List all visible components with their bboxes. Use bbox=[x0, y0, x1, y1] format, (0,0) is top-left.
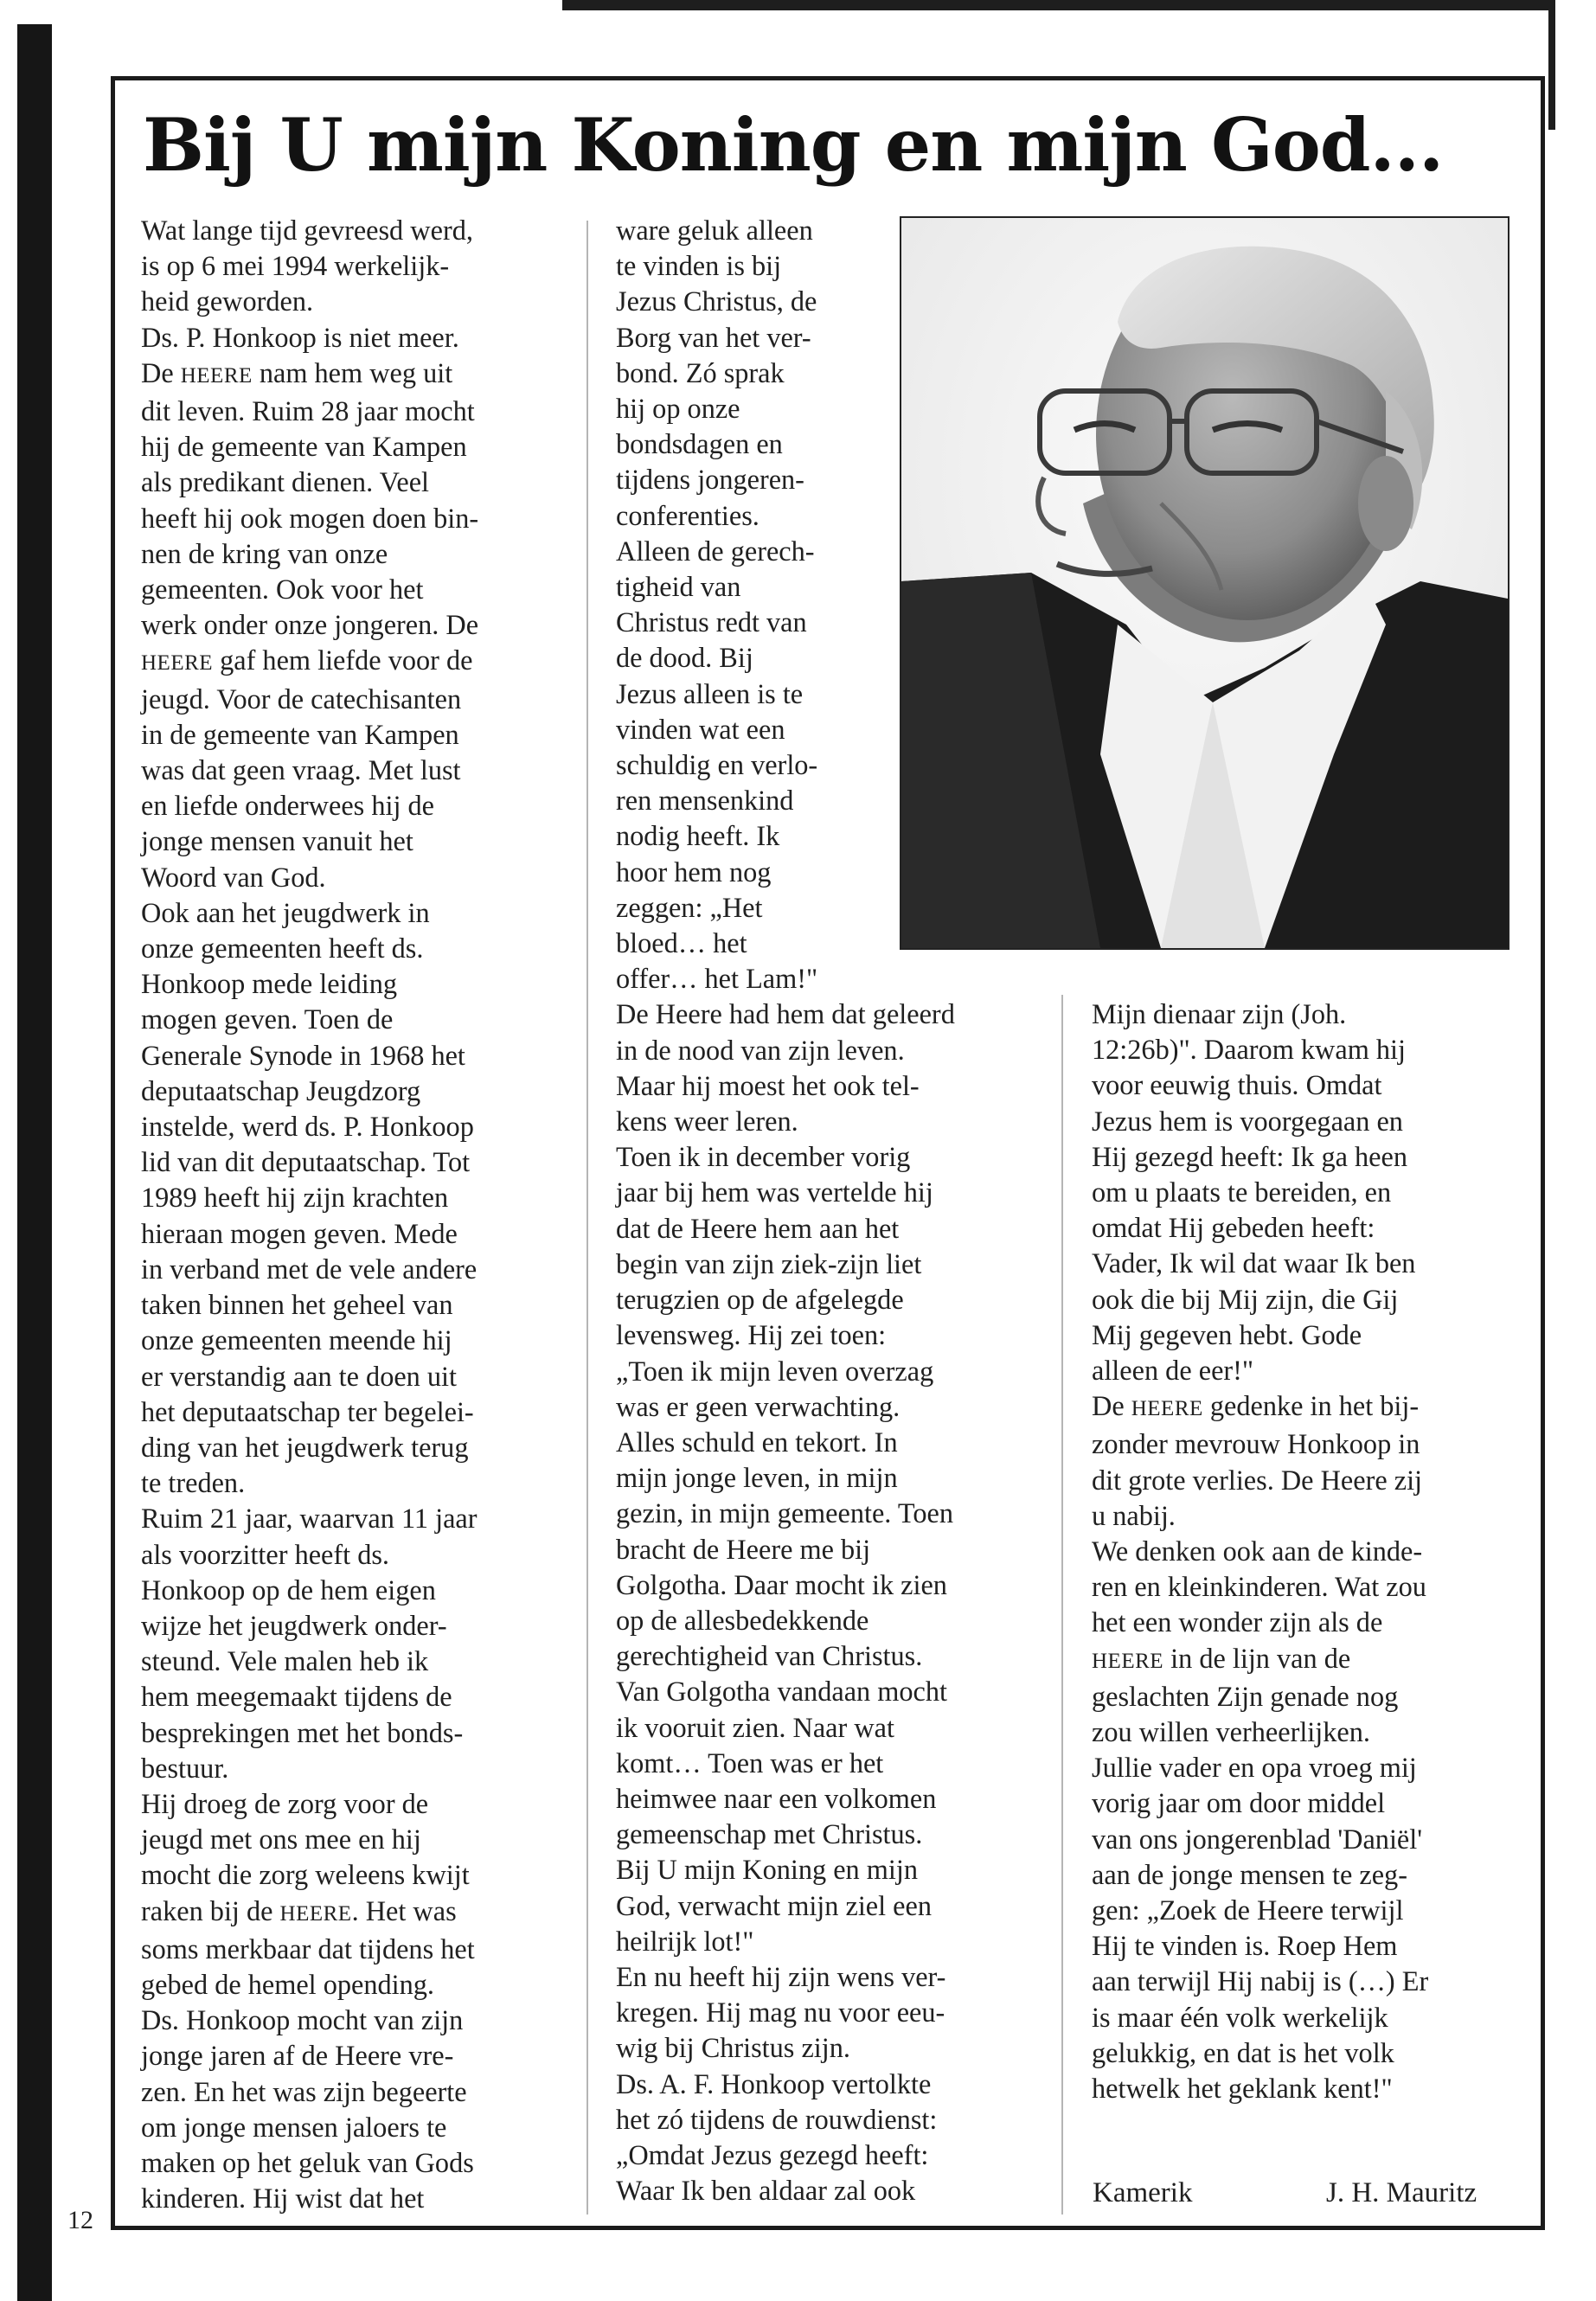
text-line: jeugd met ons mee en hij bbox=[141, 1823, 421, 1856]
text-line: Jezus hem is voorgegaan en bbox=[1092, 1105, 1403, 1137]
text-line: dit leven. Ruim 28 jaar mocht bbox=[141, 395, 475, 427]
text-line: maken op het geluk van Gods bbox=[141, 2146, 474, 2178]
article-title: Bij U mijn Koning en mijn God... bbox=[143, 102, 1444, 188]
text-line: u nabij. bbox=[1092, 1499, 1176, 1531]
text-line: gerechtigheid van Christus. bbox=[616, 1640, 923, 1672]
text-line: We denken ook aan de kinde- bbox=[1092, 1535, 1423, 1567]
text-line: Alles schuld en tekort. In bbox=[616, 1426, 898, 1458]
text-line: hetwelk het geklank kent!" bbox=[1092, 2073, 1393, 2105]
text-line: Jezus Christus, de bbox=[616, 285, 817, 317]
text-line: Van Golgotha vandaan mocht bbox=[616, 1676, 947, 1708]
text-line: is maar één volk werkelijk bbox=[1092, 2001, 1388, 2033]
text-segment: De bbox=[1092, 1390, 1131, 1422]
text-line: Ds. A. F. Honkoop vertolkte bbox=[616, 2067, 932, 2099]
text-line: van ons jongerenblad 'Daniël' bbox=[1092, 1823, 1423, 1855]
text-line: hem meegemaakt tijdens de bbox=[141, 1681, 452, 1713]
text-line: kinderen. Hij wist dat het bbox=[141, 2182, 425, 2214]
text-line: begin van zijn ziek-zijn liet bbox=[616, 1247, 922, 1279]
text-line: ik vooruit zien. Naar wat bbox=[616, 1711, 894, 1743]
text-line: steund. Vele malen heb ik bbox=[141, 1645, 429, 1677]
text-line: Ruim 21 jaar, waarvan 11 jaar bbox=[141, 1503, 478, 1535]
text-line: 12:26b)". Daarom kwam hij bbox=[1092, 1034, 1406, 1066]
text-line: en liefde onderwees hij de bbox=[141, 790, 434, 822]
text-line: in de nood van zijn leven. bbox=[616, 1034, 905, 1066]
text-segment: raken bij de bbox=[141, 1894, 280, 1926]
text-line: het zó tijdens de rouwdienst: bbox=[616, 2103, 938, 2135]
text-line: als predikant dienen. Veel bbox=[141, 466, 430, 498]
text-line: terugzien op de afgelegde bbox=[616, 1284, 904, 1316]
text-line: zonder mevrouw Honkoop in bbox=[1092, 1428, 1420, 1460]
article-column-1 bbox=[141, 213, 556, 2216]
text-line: „Omdat Jezus gezegd heeft: bbox=[616, 2138, 929, 2170]
text-line: Vader, Ik wil dat waar Ik ben bbox=[1092, 1247, 1416, 1279]
text-line: besprekingen met het bonds- bbox=[141, 1716, 464, 1748]
text-segment: nam hem weg uit bbox=[252, 356, 453, 388]
text-line: het een wonder zijn als de bbox=[1092, 1606, 1383, 1638]
signature-place: Kamerik bbox=[1093, 2177, 1193, 2208]
text-line: Generale Synode in 1968 het bbox=[141, 1039, 465, 1071]
text-line: vinden wat een bbox=[616, 713, 785, 745]
text-line: komt… Toen was er het bbox=[616, 1747, 884, 1779]
text-line bbox=[141, 643, 556, 681]
text-line: instelde, werd ds. P. Honkoop bbox=[141, 1111, 474, 1143]
text-line: is op 6 mei 1994 werkelijk- bbox=[141, 250, 450, 282]
small-caps-word: HEERE bbox=[1092, 1649, 1164, 1673]
text-line: hoor hem nog bbox=[616, 856, 772, 888]
text-line: Bij U mijn Koning en mijn bbox=[616, 1854, 918, 1886]
small-caps-word: HEERE bbox=[180, 363, 253, 388]
text-line: was dat geen vraag. Met lust bbox=[141, 754, 461, 786]
text-line: Honkoop mede leiding bbox=[141, 968, 398, 1000]
text-line: offer… het Lam!" bbox=[616, 963, 818, 995]
text-line: omdat Hij gebeden heeft: bbox=[1092, 1212, 1375, 1244]
text-line: werk onder onze jongeren. De bbox=[141, 609, 479, 641]
text-line: geslachten Zijn genade nog bbox=[1092, 1680, 1399, 1712]
text-line: gelukkig, en dat is het volk bbox=[1092, 2036, 1394, 2068]
text-line: mijn jonge leven, in mijn bbox=[616, 1462, 898, 1494]
text-line: 1989 heeft hij zijn krachten bbox=[141, 1182, 449, 1214]
text-segment: gaf hem liefde voor de bbox=[213, 644, 473, 676]
text-line: zeggen: „Het bbox=[616, 891, 763, 923]
page-shadow-left bbox=[17, 24, 52, 2301]
text-line: te vinden is bij bbox=[616, 250, 782, 282]
page-shadow-right bbox=[1548, 0, 1555, 130]
text-line: in de gemeente van Kampen bbox=[141, 718, 459, 750]
text-line: Alleen de gerech- bbox=[616, 535, 815, 567]
text-line: Waar Ik ben aldaar zal ook bbox=[616, 2175, 916, 2207]
small-caps-word: HEERE bbox=[279, 1901, 352, 1926]
text-line: ook die bij Mij zijn, die Gij bbox=[1092, 1283, 1399, 1315]
text-line: gen: „Zoek de Heere terwijl bbox=[1092, 1894, 1404, 1926]
article-column-3 bbox=[1092, 997, 1516, 2106]
text-line: heid geworden. bbox=[141, 285, 314, 317]
page-number: 12 bbox=[67, 2206, 93, 2234]
text-line: Borg van het ver- bbox=[616, 321, 811, 353]
text-line: Jezus alleen is te bbox=[616, 677, 804, 709]
text-line: in verband met de vele andere bbox=[141, 1253, 478, 1285]
text-line: Mijn dienaar zijn (Joh. bbox=[1092, 998, 1347, 1029]
text-line: voor eeuwig thuis. Omdat bbox=[1092, 1069, 1382, 1101]
text-line: hieraan mogen geven. Mede bbox=[141, 1217, 458, 1249]
text-line: Wat lange tijd gevreesd werd, bbox=[141, 215, 473, 246]
text-line: dit grote verlies. De Heere zij bbox=[1092, 1464, 1423, 1496]
text-line: Christus redt van bbox=[616, 606, 807, 638]
text-line: te treden. bbox=[141, 1467, 246, 1499]
text-line: heeft hij ook mogen doen bin- bbox=[141, 502, 479, 534]
text-line: was er geen verwachting. bbox=[616, 1390, 901, 1422]
text-line: taken binnen het geheel van bbox=[141, 1289, 453, 1321]
text-line: Hij droeg de zorg voor de bbox=[141, 1787, 429, 1819]
text-line: alleen de eer!" bbox=[1092, 1355, 1254, 1387]
text-line: heimwee naar een volkomen bbox=[616, 1782, 937, 1814]
text-line: Ds. Honkoop mocht van zijn bbox=[141, 2004, 464, 2036]
text-line: soms merkbaar dat tijdens het bbox=[141, 1932, 475, 1965]
text-line: er verstandig aan te doen uit bbox=[141, 1360, 457, 1392]
text-line: nodig heeft. Ik bbox=[616, 820, 780, 852]
text-line: bloed… het bbox=[616, 927, 747, 959]
text-line: mocht die zorg weleens kwijt bbox=[141, 1859, 470, 1891]
text-segment: gedenke in het bij- bbox=[1202, 1390, 1420, 1422]
text-line: Ook aan het jeugdwerk in bbox=[141, 896, 430, 928]
text-line: ware geluk alleen bbox=[616, 215, 813, 246]
text-line: als voorzitter heeft ds. bbox=[141, 1538, 389, 1570]
text-line: tijdens jongeren- bbox=[616, 464, 804, 496]
column-divider-2 bbox=[1061, 995, 1063, 2214]
text-line: Hij te vinden is. Roep Hem bbox=[1092, 1930, 1398, 1962]
small-caps-word: HEERE bbox=[141, 651, 214, 676]
text-line: Golgotha. Daar mocht ik zien bbox=[616, 1568, 947, 1600]
text-line bbox=[1092, 1388, 1516, 1426]
text-line: Mij gegeven hebt. Gode bbox=[1092, 1318, 1362, 1350]
portrait-photo bbox=[900, 216, 1509, 950]
text-line: aan terwijl Hij nabij is (…) Er bbox=[1092, 1965, 1429, 1997]
portrait-icon bbox=[901, 218, 1508, 948]
column-divider-1 bbox=[586, 221, 588, 2214]
text-line: zou willen verheerlijken. bbox=[1092, 1716, 1370, 1748]
text-line: God, verwacht mijn ziel een bbox=[616, 1889, 932, 1921]
text-line: mogen geven. Toen de bbox=[141, 1003, 394, 1035]
text-line: op de allesbedekkende bbox=[616, 1604, 869, 1636]
text-line: Honkoop op de hem eigen bbox=[141, 1574, 436, 1606]
text-line: wijze het jeugdwerk onder- bbox=[141, 1609, 447, 1641]
text-line: onze gemeenten heeft ds. bbox=[141, 933, 424, 965]
text-line: jonge mensen vanuit het bbox=[141, 825, 413, 857]
text-line: schuldig en verlo- bbox=[616, 749, 818, 781]
text-line bbox=[141, 1894, 556, 1932]
text-line: deputaatschap Jeugdzorg bbox=[141, 1074, 421, 1106]
text-line: aan de jonge mensen te zeg- bbox=[1092, 1858, 1407, 1890]
text-line: om u plaats te bereiden, en bbox=[1092, 1176, 1392, 1208]
text-line: Toen ik in december vorig bbox=[616, 1141, 911, 1173]
text-segment: in de lijn van de bbox=[1163, 1642, 1351, 1674]
text-line: gezin, in mijn gemeente. Toen bbox=[616, 1497, 953, 1529]
text-line: de dood. Bij bbox=[616, 642, 753, 674]
text-line bbox=[1092, 1641, 1516, 1679]
text-line: bond. Zó sprak bbox=[616, 356, 785, 388]
text-line: tigheid van bbox=[616, 571, 741, 603]
text-line: dat de Heere hem aan het bbox=[616, 1212, 900, 1244]
text-segment: De bbox=[141, 356, 181, 388]
text-line: De Heere had hem dat geleerd bbox=[616, 998, 955, 1030]
text-line: jeugd. Voor de catechisanten bbox=[141, 683, 462, 715]
text-line: heilrijk lot!" bbox=[616, 1925, 754, 1957]
text-line: kens weer leren. bbox=[616, 1106, 798, 1138]
text-line: om jonge mensen jaloers te bbox=[141, 2111, 447, 2143]
text-line: bondsdagen en bbox=[616, 428, 783, 460]
text-line: gemeenten. Ook voor het bbox=[141, 574, 424, 606]
text-line: conferenties. bbox=[616, 499, 760, 531]
text-line: jonge jaren af de Heere vre- bbox=[141, 2040, 454, 2072]
small-caps-word: HEERE bbox=[1131, 1397, 1203, 1421]
text-line: Jullie vader en opa vroeg mij bbox=[1092, 1752, 1417, 1784]
text-line: Woord van God. bbox=[141, 861, 326, 893]
text-line: Hij gezegd heeft: Ik ga heen bbox=[1092, 1140, 1407, 1172]
text-line: „Toen ik mijn leven overzag bbox=[616, 1355, 934, 1387]
text-line: onze gemeenten meende hij bbox=[141, 1324, 452, 1356]
text-line: ding van het jeugdwerk terug bbox=[141, 1431, 469, 1463]
text-line: hij op onze bbox=[616, 393, 740, 425]
text-line: Maar hij moest het ook tel- bbox=[616, 1069, 920, 1101]
text-line: hij de gemeente van Kampen bbox=[141, 431, 467, 463]
text-line bbox=[141, 356, 556, 394]
text-line: kregen. Hij mag nu voor eeu- bbox=[616, 1997, 945, 2029]
signature-author: J. H. Mauritz bbox=[1326, 2177, 1477, 2208]
text-line: gemeenschap met Christus. bbox=[616, 1818, 923, 1850]
text-line: wig bij Christus zijn. bbox=[616, 2032, 850, 2064]
text-line: het deputaatschap ter begelei- bbox=[141, 1395, 474, 1427]
text-line: gebed de hemel opending. bbox=[141, 1968, 435, 2000]
text-line: bestuur. bbox=[141, 1752, 229, 1784]
text-line: zen. En het was zijn begeerte bbox=[141, 2075, 467, 2107]
text-line: nen de kring van onze bbox=[141, 537, 388, 569]
text-line: ren mensenkind bbox=[616, 785, 794, 817]
text-line: bracht de Heere me bij bbox=[616, 1533, 871, 1565]
text-line: ren en kleinkinderen. Wat zou bbox=[1092, 1571, 1426, 1603]
text-line: jaar bij hem was vertelde hij bbox=[616, 1176, 933, 1208]
text-line: En nu heeft hij zijn wens ver- bbox=[616, 1960, 946, 1992]
text-line: Ds. P. Honkoop is niet meer. bbox=[141, 321, 459, 353]
text-line: levensweg. Hij zei toen: bbox=[616, 1319, 887, 1351]
text-line: lid van dit deputaatschap. Tot bbox=[141, 1146, 471, 1178]
text-segment: . Het was bbox=[351, 1894, 457, 1926]
page-shadow-top bbox=[562, 0, 1553, 10]
text-line: vorig jaar om door middel bbox=[1092, 1787, 1386, 1819]
